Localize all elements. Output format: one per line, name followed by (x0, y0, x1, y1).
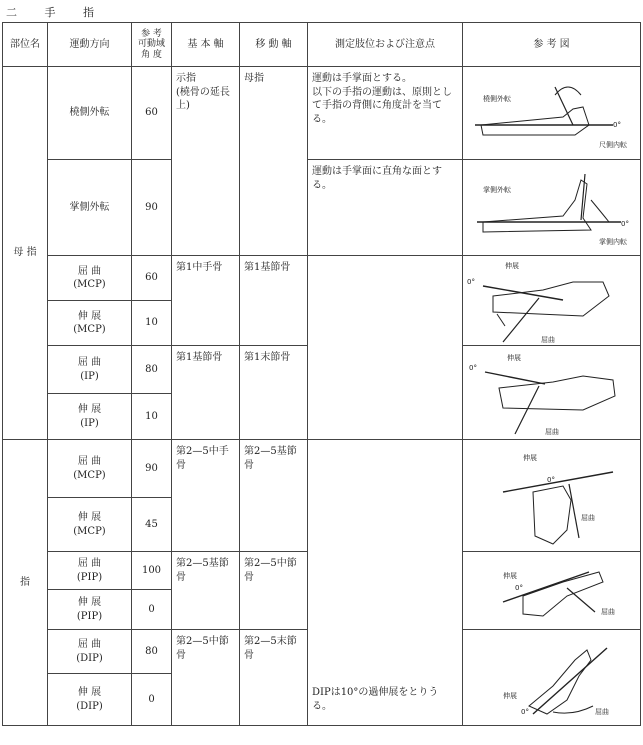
joint-label: (IP) (80, 370, 99, 382)
label-palmar-abduction: 掌側外転 (483, 186, 511, 194)
basic-axis-cell: 第2—5基節骨 (172, 552, 240, 630)
label-zero: 0° (469, 364, 477, 372)
rom-value: 0 (132, 674, 172, 726)
basic-axis-cell: 第1基節骨 (172, 346, 240, 440)
hand-illustration (463, 552, 641, 630)
label-palmar-adduction: 掌側内転 (599, 238, 627, 246)
moving-axis-cell: 第2—5中節骨 (240, 552, 308, 630)
direction-cell (48, 440, 132, 498)
joint-label: (DIP) (76, 652, 103, 664)
figure-finger-mcp (463, 440, 641, 552)
figure-finger-dip (463, 630, 641, 726)
direction-cell (48, 346, 132, 394)
rom-value: 0 (132, 590, 172, 630)
rom-value: 45 (132, 498, 172, 552)
rom-value: 90 (132, 440, 172, 498)
hand-illustration (463, 346, 641, 440)
direction-cell (48, 301, 132, 346)
rom-value: 10 (132, 301, 172, 346)
joint-label: (PIP) (76, 571, 103, 583)
figure-radial-abduction (463, 67, 641, 160)
joint-label: (MCP) (73, 279, 106, 290)
label-ulnar-adduction: 尺側内転 (599, 141, 627, 149)
label-extension: 伸展 (523, 454, 537, 462)
notes-cell: DIPは10°の過伸展をとりうる。 (308, 440, 463, 726)
direction-label: 屈 曲 (77, 456, 102, 467)
direction-cell (48, 552, 132, 590)
basic-axis-cell: 第2—5中節骨 (172, 630, 240, 726)
figure-thumb-mcp (463, 256, 641, 346)
label-zero: 0° (621, 220, 629, 228)
table-row (3, 67, 641, 160)
rom-value: 60 (132, 256, 172, 301)
header-moving-axis: 移 動 軸 (240, 23, 308, 67)
direction-cell (48, 256, 132, 301)
notes-cell: 運動は手掌面に直角な面とする。 (308, 160, 463, 256)
direction-cell (48, 394, 132, 440)
joint-label: (MCP) (73, 525, 106, 537)
joint-label: (PIP) (76, 610, 103, 622)
moving-axis-cell: 第2—5末節骨 (240, 630, 308, 726)
label-extension: 伸展 (505, 262, 519, 270)
rom-value: 80 (132, 346, 172, 394)
direction-label: 屈 曲 (77, 265, 102, 277)
direction-label: 伸 展 (77, 687, 102, 698)
basic-axis-cell: 第2—5中手骨 (172, 440, 240, 552)
direction-cell (48, 590, 132, 630)
direction-label: 屈 曲 (77, 558, 102, 569)
direction-label: 伸 展 (77, 512, 102, 523)
rom-value: 100 (132, 552, 172, 590)
notes-cell: 運動は手掌面とする。 以下の手指の運動は、原則として手指の背側に角度計を当てる。 (308, 67, 463, 160)
notes-cell-empty (308, 256, 463, 440)
label-zero: 0° (521, 708, 529, 716)
hand-illustration (463, 440, 641, 552)
moving-axis-cell: 第1基節骨 (240, 256, 308, 346)
direction-label: 伸 展 (77, 597, 102, 608)
joint-label: (MCP) (73, 469, 106, 481)
label-extension: 伸展 (503, 572, 517, 580)
rom-table (2, 22, 641, 726)
hand-illustration (463, 630, 641, 722)
label-flexion: 屈曲 (595, 708, 609, 716)
direction-label: 伸 展 (77, 404, 102, 415)
label-zero: 0° (467, 278, 475, 286)
direction-cell: 掌側外転 (48, 160, 132, 256)
header-part: 部位名 (3, 23, 48, 67)
label-zero: 0° (547, 476, 555, 484)
hand-illustration (463, 256, 641, 346)
header-rom: 参 考 可動域 角 度 (132, 23, 172, 67)
label-flexion: 屈曲 (601, 608, 615, 616)
rom-value: 10 (132, 394, 172, 440)
table-row (3, 160, 641, 256)
label-zero: 0° (515, 584, 523, 592)
figure-finger-pip (463, 552, 641, 630)
direction-cell: 橈側外転 (48, 67, 132, 160)
header-figure: 参 考 図 (463, 23, 641, 67)
direction-label: 伸 展 (77, 310, 102, 322)
figure-palmar-abduction (463, 160, 641, 256)
direction-cell (48, 630, 132, 674)
hand-illustration (463, 160, 641, 256)
basic-axis-cell: 示指 (橈骨の延長上) (172, 67, 240, 256)
moving-axis-cell: 第2—5基節骨 (240, 440, 308, 552)
hand-illustration (463, 67, 641, 160)
moving-axis-cell: 第1末節骨 (240, 346, 308, 440)
rom-value: 90 (132, 160, 172, 256)
header-basic-axis: 基 本 軸 (172, 23, 240, 67)
table-row (3, 440, 641, 498)
header-notes: 測定肢位および注意点 (308, 23, 463, 67)
direction-label: 屈 曲 (77, 357, 102, 368)
label-flexion: 屈曲 (545, 428, 559, 436)
page-title: 二 手 指 (6, 6, 106, 19)
label-extension: 伸展 (503, 692, 517, 700)
direction-cell (48, 498, 132, 552)
rom-value: 60 (132, 67, 172, 160)
label-extension: 伸展 (507, 354, 521, 362)
label-radial-abduction: 橈側外転 (483, 95, 511, 103)
direction-label: 屈 曲 (77, 639, 102, 650)
label-flexion: 屈曲 (581, 514, 595, 522)
joint-label: (IP) (80, 417, 99, 429)
header-row (3, 23, 641, 67)
figure-thumb-ip (463, 346, 641, 440)
group-finger: 指 (3, 440, 48, 726)
label-zero: 0° (613, 121, 621, 129)
group-thumb: 母 指 (3, 67, 48, 440)
joint-label: (DIP) (76, 700, 103, 712)
rom-value: 80 (132, 630, 172, 674)
moving-axis-cell: 母指 (240, 67, 308, 256)
joint-label: (MCP) (73, 324, 106, 335)
label-flexion: 屈曲 (541, 336, 555, 344)
header-direction: 運動方向 (48, 23, 132, 67)
direction-cell (48, 674, 132, 726)
table-row (3, 256, 641, 301)
basic-axis-cell: 第1中手骨 (172, 256, 240, 346)
